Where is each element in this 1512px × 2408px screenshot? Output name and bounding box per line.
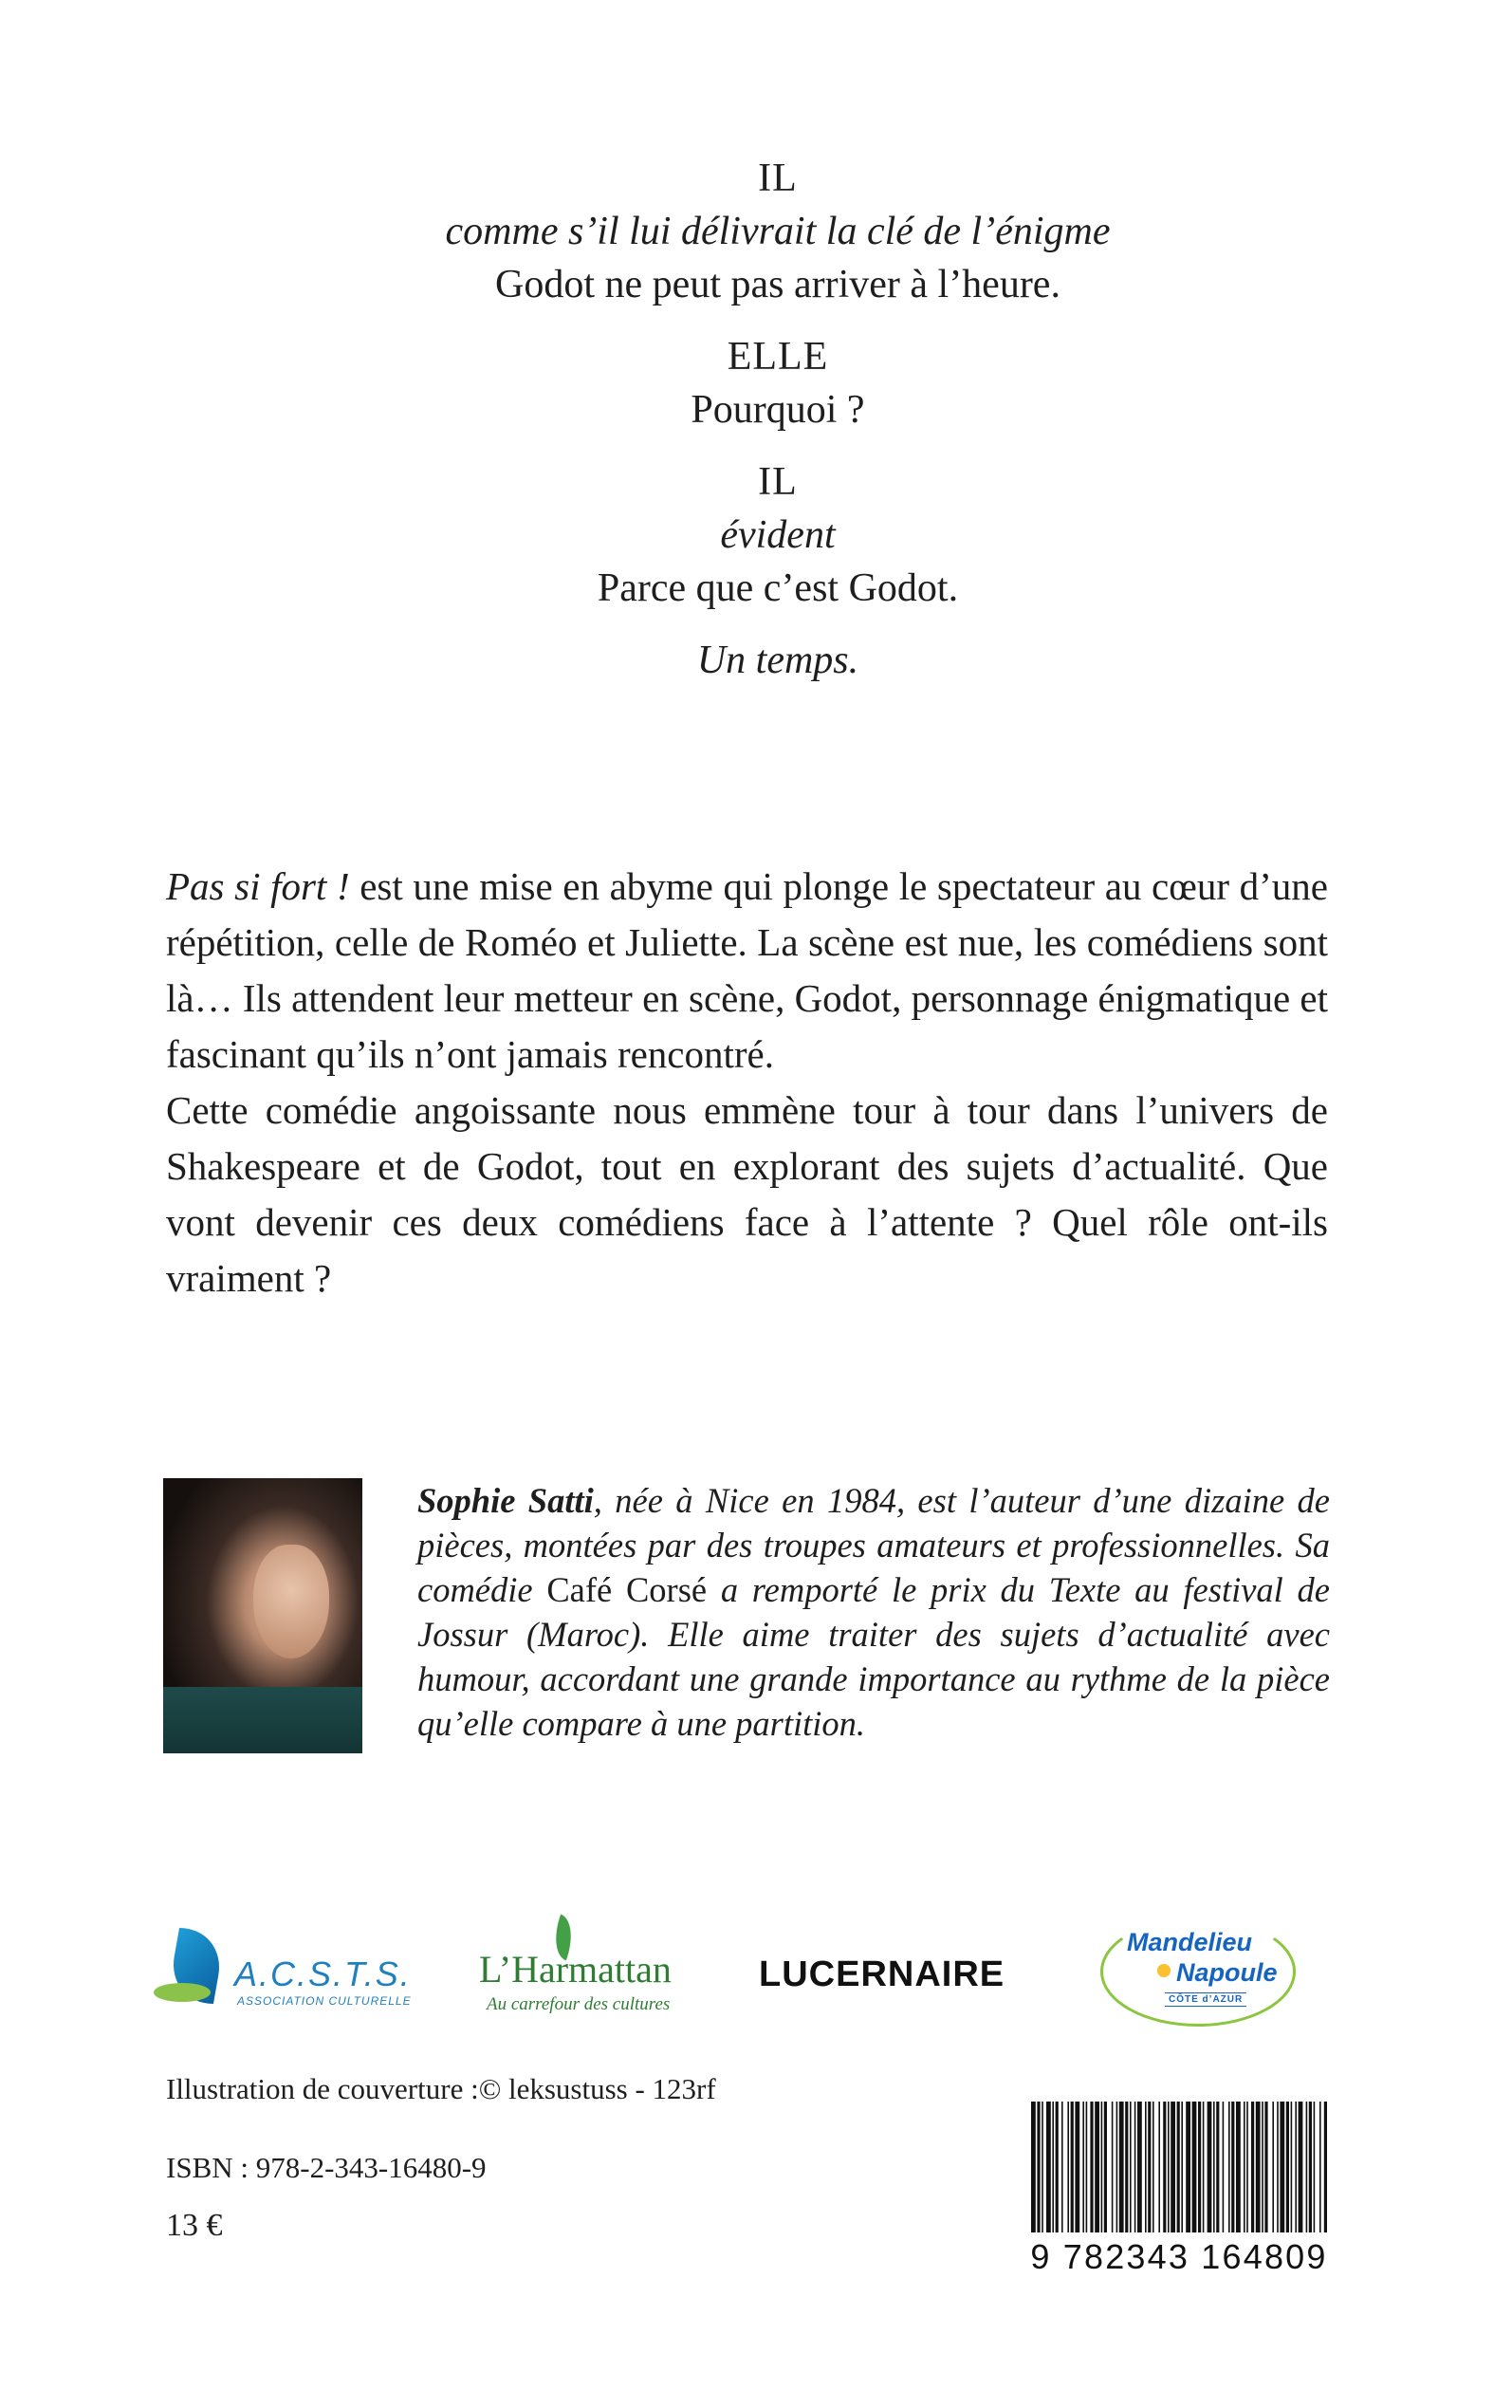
barcode-digits: 9 782343 164809 [1030, 2237, 1328, 2276]
price: 13 € [166, 2208, 223, 2243]
author-name: Sophie Satti [417, 1481, 594, 1520]
synopsis-paragraph-1 [166, 859, 1328, 1083]
acsts-logo [154, 1917, 438, 2021]
author-work-title: Café Corsé [546, 1570, 708, 1609]
author-photo [163, 1478, 362, 1753]
cover-credits: Illustration de couverture :© leksustuss - 123rf [166, 2072, 716, 2105]
dialogue-line-1: Godot ne peut pas arriver à l’heure. [495, 263, 1060, 306]
lucernaire-logo-text: LUCERNAIRE [759, 1954, 1005, 1994]
author-bio-part-a: , née à Nice en 1984, est l’auteur d’une dizaine de pièces, montées par des troupes amateurs et professionnelles. Sa comédie [417, 1481, 1330, 1609]
synopsis-title: Pas si fort ! [166, 864, 350, 908]
mandelieu-logo-text-3: CÔTE d’AZUR [1165, 1992, 1246, 2007]
harmattan-logo-subtext: Au carrefour des cultures [487, 1994, 671, 2014]
synopsis [166, 859, 1328, 1306]
author-section [163, 1478, 1330, 1763]
harmattan-logo [479, 1917, 707, 2021]
dialogue-line-2: Pourquoi ? [691, 388, 865, 432]
acsts-logo-subtext: ASSOCIATION CULTURELLE [237, 1994, 412, 2008]
author-bio-part-b: a remporté le prix du Texte au festival de Jossur (Maroc). Elle aime traiter des sujets d’actualité avec humour, accordant une grande importance au rythme de la pièce qu’elle compare à une partition. [417, 1570, 1330, 1743]
isbn: ISBN : 978-2-343-16480-9 [166, 2151, 487, 2184]
acsts-logo-text: A.C.S.T.S. [234, 1954, 412, 1993]
barcode [1027, 2102, 1331, 2282]
mandelieu-logo-text-1: Mandelieu [1127, 1928, 1253, 1956]
speaker-elle: ELLE [727, 335, 829, 379]
synopsis-p1-text: est une mise en abyme qui plonge le spectateur au cœur d’une répétition, celle de Roméo et Juliette. La scène est nue, les comédiens sont là… Ils attendent leur metteur en scène, Godot, personnage énigmatique et fascinant qu’ils n’ont jamais rencontré. [166, 864, 1329, 1076]
mandelieu-logo [1100, 1917, 1318, 2021]
harmattan-logo-text: L’Harmattan [479, 1948, 672, 1991]
author-bio [417, 1478, 1330, 1746]
speaker-il-2: IL [758, 460, 798, 504]
stage-direction-1: comme s’il lui délivrait la clé de l’énigme [445, 210, 1111, 253]
mandelieu-logo-text-2: Napoule [1176, 1958, 1278, 1987]
dialogue-line-3: Parce que c’est Godot. [597, 566, 959, 610]
synopsis-paragraph-2: Cette comédie angoissante nous emmène tour à tour dans l’univers de Shakespeare et de Godot, tout en explorant des sujets d’actualité. Que vont devenir ces deux comédiens face à l’attente ? Quel rôle ont-ils vraiment ? [166, 1088, 1328, 1300]
barcode-bars [1027, 2102, 1331, 2234]
stage-direction-2: évident [720, 513, 836, 557]
lucernaire-logo [759, 1917, 1043, 2021]
dialogue-excerpt [0, 152, 1512, 687]
stage-direction-3: Un temps. [696, 639, 859, 682]
speaker-il-1: IL [758, 157, 798, 200]
partner-logos [142, 1917, 1375, 2021]
